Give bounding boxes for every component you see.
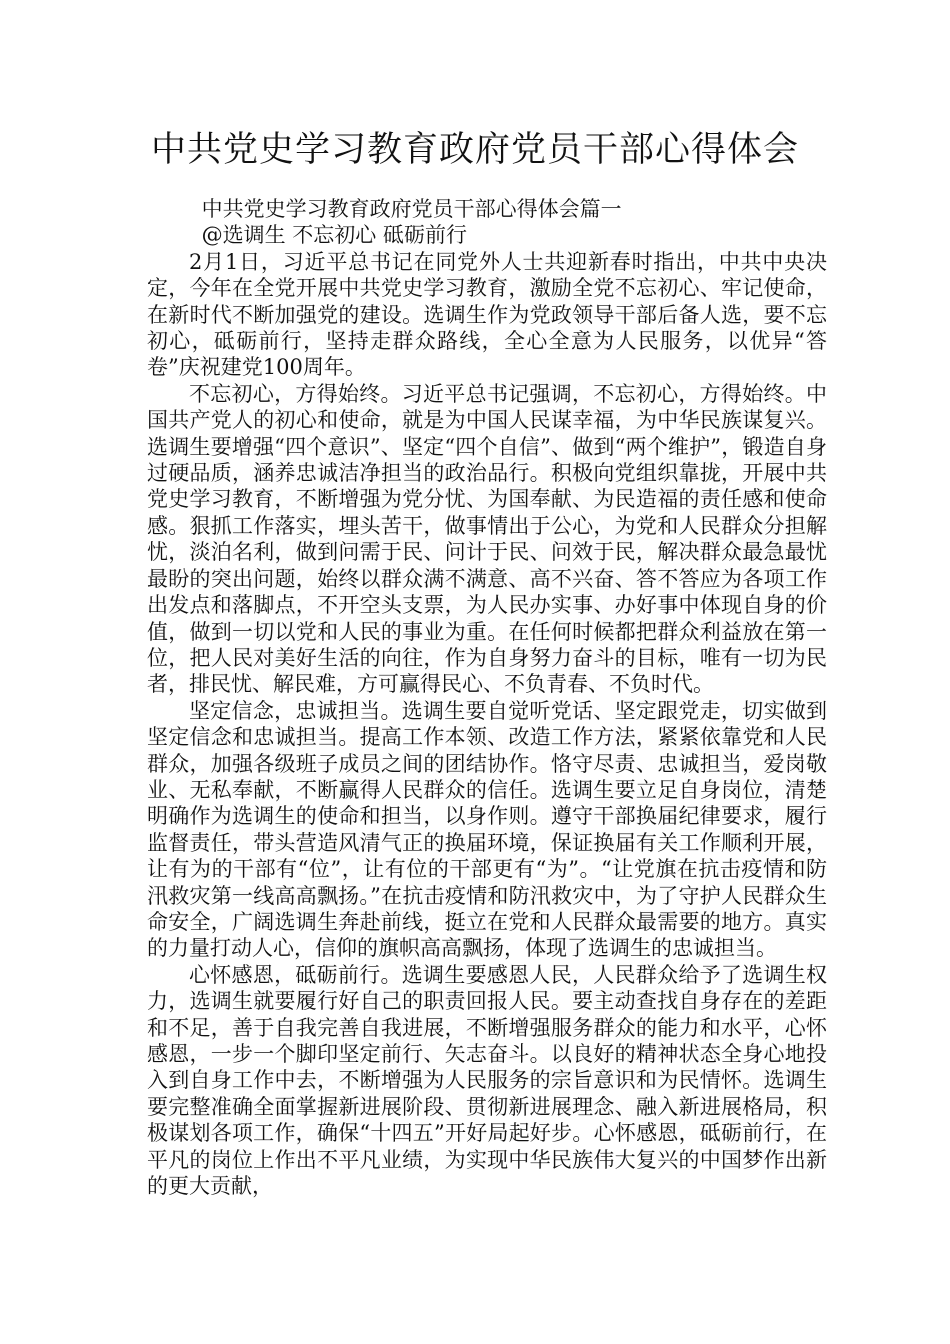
paragraph-2: 不忘初心，方得始终。习近平总书记强调，不忘初心，方得始终。中国共产党人的初心和使命，就是为中国人民谋幸福，为中华民族谋复兴。选调生要增强“四个意识”、坚定“四个自信”、做到“两个维护”，锻造自身过硬品质，涵养忠诚洁净担当的政治品行。积极向党组织靠拢，开展中共党史学习教育，不断增强为党分忧、为国奉献、为民造福的责任感和使命感。狠抓工作落实，埋头苦干，做事情出于公心，为党和人民群众分担解忧，淡泊名利，做到问需于民、问计于民、问效于民，解决群众最急最忧最盼的突出问题，始终以群众满不满意、高不兴奋、答不答应为各项工作出发点和落脚点，不开空头支票，为人民办实事、办好事中体现自身的价值，做到一切以党和人民的事业为重。在任何时候都把群众利益放在第一位，把人民对美好生活的向往，作为自身努力奋斗的目标，唯有一切为民者，排民忧、解民难，方可赢得民心、不负青春、不负时代。 bbox=[147, 381, 827, 697]
document-title: 中共党史学习教育政府党员干部心得体会 bbox=[150, 130, 799, 170]
paragraph-3: 坚定信念，忠诚担当。选调生要自觉听党话、坚定跟党走，切实做到坚定信念和忠诚担当。提高工作本领、改造工作方法，紧紧依靠党和人民群众，加强各级班子成员之间的团结协作。恪守尽责、忠诚担当，爱岗敬业、无私奉献，不断赢得人民群众的信任。选调生要立足自身岗位，清楚明确作为选调生的使命和担当，以身作则。遵守干部换届纪律要求，履行监督责任，带头营造风清气正的换届环境，保证换届有关工作顺利开展，让有为的干部有“位”，让有位的干部更有“为”。“让党旗在抗击疫情和防汛救灾第一线高高飘扬。”在抗击疫情和防汛救灾中，为了守护人民群众生命安全，广阔选调生奔赴前线，挺立在党和人民群众最需要的地方。真实的力量打动人心，信仰的旗帜高高飘扬，体现了选调生的忠诚担当。 bbox=[147, 698, 827, 961]
document-byline: @选调生 不忘初心 砥砺前行 bbox=[201, 223, 467, 248]
paragraph-1: 2月1日，习近平总书记在同党外人士共迎新春时指出，中共中央决定，今年在全党开展中共党史学习教育，激励全党不忘初心、牢记使命，在新时代不断加强党的建设。选调生作为党政领导干部后备人选，要不忘初心，砥砺前行，坚持走群众路线，全心全意为人民服务，以优异“答卷”庆祝建党100周年。 bbox=[147, 249, 827, 380]
document-subtitle: 中共党史学习教育政府党员干部心得体会篇一 bbox=[201, 197, 622, 221]
paragraph-4: 心怀感恩，砥砺前行。选调生要感恩人民，人民群众给予了选调生权力，选调生就要履行好自己的职责回报人民。要主动查找自身存在的差距和不足，善于自我完善自我进展，不断增强服务群众的能力和水平，心怀感恩，一步一个脚印坚定前行、矢志奋斗。以良好的精神状态全身心地投入到自身工作中去，不断增强为人民服务的宗旨意识和为民情怀。选调生要完整准确全面掌握新进展阶段、贯彻新进展理念、融入新进展格局，积极谋划各项工作，确保“十四五”开好局起好步。心怀感恩，砥砺前行，在平凡的岗位上作出不平凡业绩，为实现中华民族伟大复兴的中国梦作出新的更大贡献， bbox=[147, 962, 827, 1199]
document-body bbox=[147, 196, 827, 1199]
